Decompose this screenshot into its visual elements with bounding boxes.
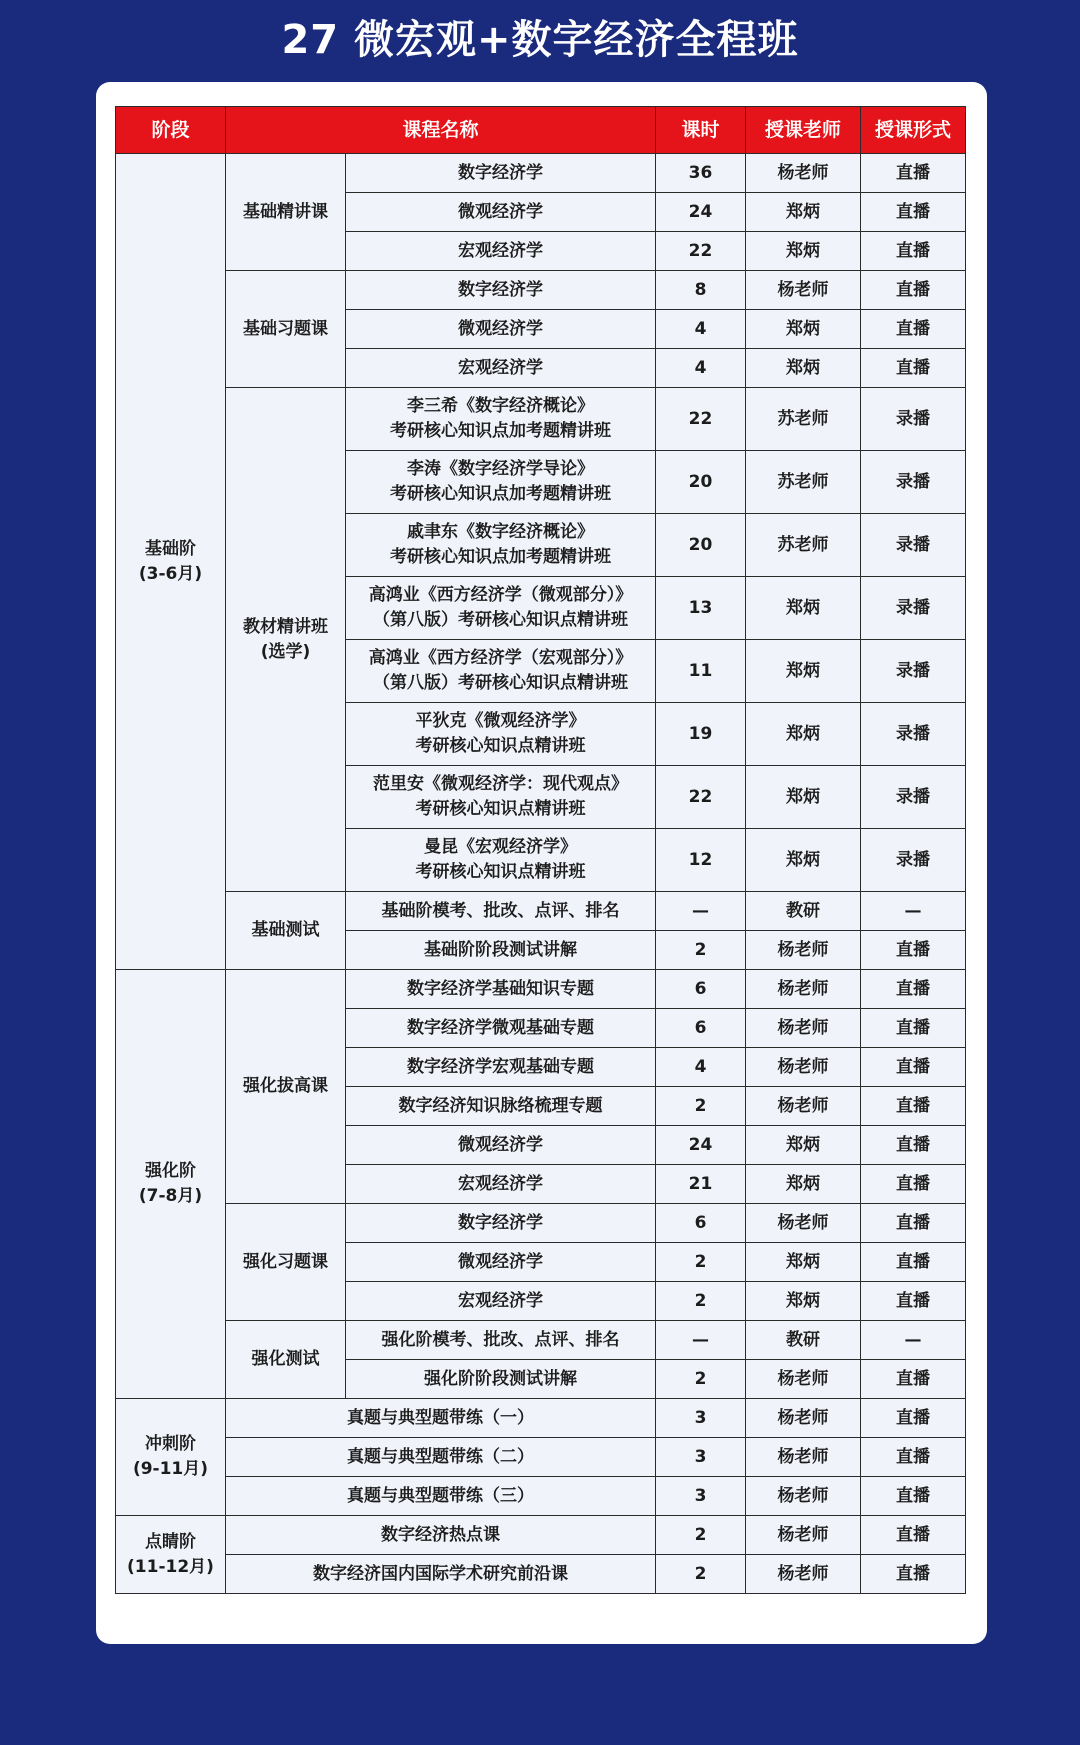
teacher-cell: 杨老师 [746,1009,861,1048]
format-cell: 直播 [861,310,966,349]
stage-cell: 冲刺阶 (9-11月) [116,1399,226,1516]
teacher-cell: 苏老师 [746,514,861,577]
table-row [116,1516,966,1555]
format-cell: 直播 [861,1516,966,1555]
format-cell: 直播 [861,1204,966,1243]
teacher-cell: 杨老师 [746,1516,861,1555]
course-cell: 高鸿业《西方经济学（宏观部分）》 （第八版）考研核心知识点精讲班 [346,640,656,703]
table-row [116,388,966,451]
format-cell: 录播 [861,766,966,829]
teacher-cell: 杨老师 [746,1048,861,1087]
course-cell: 曼昆《宏观经济学》 考研核心知识点精讲班 [346,829,656,892]
course-cell: 数字经济知识脉络梳理专题 [346,1087,656,1126]
table-row [116,892,966,931]
stage-cell: 强化阶 (7-8月) [116,970,226,1399]
table-row [116,1204,966,1243]
format-cell: 直播 [861,232,966,271]
teacher-cell: 郑炳 [746,193,861,232]
teacher-cell: 郑炳 [746,232,861,271]
teacher-cell: 教研 [746,892,861,931]
teacher-cell: 郑炳 [746,1282,861,1321]
format-cell: 录播 [861,829,966,892]
stage-cell: 基础阶 (3-6月) [116,154,226,970]
format-cell: 录播 [861,451,966,514]
teacher-cell: 杨老师 [746,1477,861,1516]
table-row [116,271,966,310]
group-cell: 强化测试 [226,1321,346,1399]
hours-cell: 2 [656,1087,746,1126]
format-cell: 直播 [861,931,966,970]
group-cell: 教材精讲班 (选学) [226,388,346,892]
course-cell: 数字经济学 [346,154,656,193]
teacher-cell: 杨老师 [746,1555,861,1594]
hours-cell: 3 [656,1438,746,1477]
format-cell: 录播 [861,640,966,703]
course-cell: 数字经济热点课 [226,1516,656,1555]
format-cell: 直播 [861,193,966,232]
format-cell: 直播 [861,1477,966,1516]
format-cell: 录播 [861,388,966,451]
teacher-cell: 杨老师 [746,1438,861,1477]
table-row [116,1477,966,1516]
course-cell: 数字经济学基础知识专题 [346,970,656,1009]
format-cell: 直播 [861,154,966,193]
course-cell: 基础阶阶段测试讲解 [346,931,656,970]
hours-cell: 2 [656,1282,746,1321]
course-cell: 真题与典型题带练（一） [226,1399,656,1438]
header-hours: 课时 [656,107,746,154]
teacher-cell: 杨老师 [746,271,861,310]
teacher-cell: 杨老师 [746,1204,861,1243]
format-cell: — [861,892,966,931]
course-cell: 数字经济学 [346,1204,656,1243]
teacher-cell: 郑炳 [746,703,861,766]
stage-cell: 点睛阶 (11-12月) [116,1516,226,1594]
format-cell: 直播 [861,1243,966,1282]
header-teacher: 授课老师 [746,107,861,154]
hours-cell: — [656,892,746,931]
hours-cell: 21 [656,1165,746,1204]
hours-cell: 36 [656,154,746,193]
teacher-cell: 苏老师 [746,388,861,451]
hours-cell: 2 [656,1360,746,1399]
group-cell: 基础精讲课 [226,154,346,271]
table-row [116,1399,966,1438]
format-cell: 直播 [861,271,966,310]
hours-cell: 11 [656,640,746,703]
page-title: 27 微宏观+数字经济全程班 [281,17,799,63]
schedule-card [96,82,987,1644]
course-cell: 数字经济学微观基础专题 [346,1009,656,1048]
teacher-cell: 郑炳 [746,829,861,892]
format-cell: 直播 [861,349,966,388]
hours-cell: 20 [656,451,746,514]
format-cell: 直播 [861,1126,966,1165]
course-cell: 真题与典型题带练（二） [226,1438,656,1477]
course-cell: 李三希《数字经济概论》 考研核心知识点加考题精讲班 [346,388,656,451]
teacher-cell: 苏老师 [746,451,861,514]
teacher-cell: 杨老师 [746,154,861,193]
format-cell: 直播 [861,1399,966,1438]
course-cell: 数字经济国内国际学术研究前沿课 [226,1555,656,1594]
course-cell: 平狄克《微观经济学》 考研核心知识点精讲班 [346,703,656,766]
course-cell: 真题与典型题带练（三） [226,1477,656,1516]
teacher-cell: 杨老师 [746,1399,861,1438]
course-cell: 微观经济学 [346,1126,656,1165]
table-row [116,154,966,193]
hours-cell: 20 [656,514,746,577]
hours-cell: 4 [656,310,746,349]
teacher-cell: 郑炳 [746,640,861,703]
format-cell: 录播 [861,514,966,577]
teacher-cell: 郑炳 [746,349,861,388]
course-cell: 强化阶阶段测试讲解 [346,1360,656,1399]
format-cell: 录播 [861,577,966,640]
course-table [115,106,966,1594]
table-row [116,970,966,1009]
header-format: 授课形式 [861,107,966,154]
course-cell: 李涛《数字经济学导论》 考研核心知识点加考题精讲班 [346,451,656,514]
hours-cell: 12 [656,829,746,892]
group-cell: 强化习题课 [226,1204,346,1321]
header-stage: 阶段 [116,107,226,154]
hours-cell: 22 [656,232,746,271]
course-cell: 微观经济学 [346,193,656,232]
format-cell: 直播 [861,1555,966,1594]
teacher-cell: 郑炳 [746,1126,861,1165]
hours-cell: 3 [656,1477,746,1516]
hours-cell: 24 [656,193,746,232]
teacher-cell: 郑炳 [746,577,861,640]
hours-cell: — [656,1321,746,1360]
teacher-cell: 杨老师 [746,1360,861,1399]
table-row [116,1555,966,1594]
course-cell: 宏观经济学 [346,1282,656,1321]
format-cell: 录播 [861,703,966,766]
format-cell: 直播 [861,1165,966,1204]
teacher-cell: 郑炳 [746,766,861,829]
hours-cell: 8 [656,271,746,310]
group-cell: 强化拔高课 [226,970,346,1204]
teacher-cell: 杨老师 [746,970,861,1009]
hours-cell: 22 [656,388,746,451]
course-cell: 数字经济学 [346,271,656,310]
table-row [116,1438,966,1477]
course-cell: 基础阶模考、批改、点评、排名 [346,892,656,931]
hours-cell: 13 [656,577,746,640]
format-cell: 直播 [861,1282,966,1321]
table-header-row [116,107,966,154]
teacher-cell: 郑炳 [746,1165,861,1204]
hours-cell: 19 [656,703,746,766]
hours-cell: 6 [656,1204,746,1243]
course-cell: 微观经济学 [346,310,656,349]
hours-cell: 3 [656,1399,746,1438]
header-course: 课程名称 [226,107,656,154]
teacher-cell: 郑炳 [746,310,861,349]
hours-cell: 4 [656,349,746,388]
format-cell: 直播 [861,1087,966,1126]
course-cell: 宏观经济学 [346,232,656,271]
course-cell: 宏观经济学 [346,349,656,388]
hours-cell: 6 [656,970,746,1009]
course-cell: 宏观经济学 [346,1165,656,1204]
hours-cell: 2 [656,1555,746,1594]
format-cell: — [861,1321,966,1360]
group-cell: 基础习题课 [226,271,346,388]
hours-cell: 24 [656,1126,746,1165]
teacher-cell: 教研 [746,1321,861,1360]
format-cell: 直播 [861,1048,966,1087]
course-cell: 数字经济学宏观基础专题 [346,1048,656,1087]
hours-cell: 2 [656,1516,746,1555]
hours-cell: 2 [656,931,746,970]
table-row [116,1321,966,1360]
hours-cell: 4 [656,1048,746,1087]
course-cell: 范里安《微观经济学：现代观点》 考研核心知识点精讲班 [346,766,656,829]
hours-cell: 2 [656,1243,746,1282]
hours-cell: 22 [656,766,746,829]
format-cell: 直播 [861,1438,966,1477]
teacher-cell: 杨老师 [746,1087,861,1126]
course-cell: 高鸿业《西方经济学（微观部分）》 （第八版）考研核心知识点精讲班 [346,577,656,640]
course-cell: 戚聿东《数字经济概论》 考研核心知识点加考题精讲班 [346,514,656,577]
format-cell: 直播 [861,970,966,1009]
teacher-cell: 杨老师 [746,931,861,970]
group-cell: 基础测试 [226,892,346,970]
format-cell: 直播 [861,1360,966,1399]
teacher-cell: 郑炳 [746,1243,861,1282]
course-cell: 强化阶模考、批改、点评、排名 [346,1321,656,1360]
format-cell: 直播 [861,1009,966,1048]
hours-cell: 6 [656,1009,746,1048]
course-cell: 微观经济学 [346,1243,656,1282]
